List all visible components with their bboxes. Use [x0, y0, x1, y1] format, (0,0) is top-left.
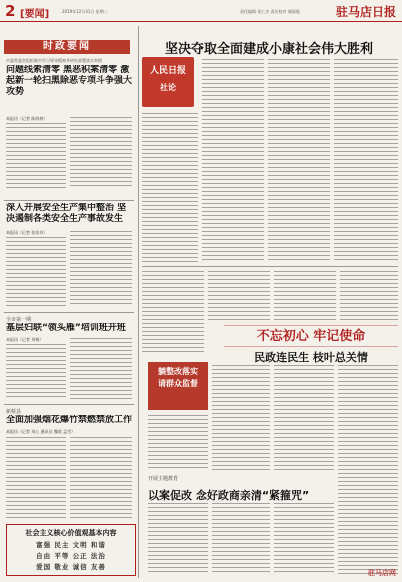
campaign-banner: 不忘初心 牢记使命 — [224, 325, 398, 347]
editorial-continued — [142, 270, 204, 352]
feature-body-4 — [338, 364, 398, 574]
core-values-row: 爱国 敬业 诚信 友善 — [36, 563, 106, 571]
column-title: 时政要闻 — [4, 40, 130, 54]
editorial-badge — [142, 57, 194, 107]
story3-headline: 基层妇联“领头雁”培训班开班 — [6, 323, 126, 333]
story4-byline: 本报讯（记者 刘心 通讯员 魏欣 孟雪） — [6, 429, 76, 434]
divider — [142, 266, 398, 267]
editorial-body — [142, 112, 198, 262]
divider — [4, 200, 134, 201]
story2-body-text-2 — [70, 230, 132, 306]
feature-body — [148, 414, 208, 470]
story3-kicker: 全市第一期 — [6, 317, 32, 323]
bottom-headline: 以案促改 念好政商亲清“紧箍咒” — [148, 489, 310, 502]
badge-line1: 人民日报 — [149, 66, 186, 76]
story2-headline: 深入开展安全生产集中整治 坚决遏制各类安全生产事故发生 — [6, 203, 127, 224]
story4-body-text-2 — [70, 436, 132, 518]
site-watermark: 驻马店网 — [368, 569, 396, 577]
editorial-body-3 — [268, 58, 330, 262]
masthead-bar — [0, 0, 402, 22]
feature-body-2 — [212, 364, 270, 470]
divider — [4, 312, 134, 313]
feature-body-3 — [274, 364, 334, 470]
page-section: [要闻] — [20, 9, 50, 20]
story2-body-text — [6, 236, 66, 306]
core-values-row: 自由 平等 公正 法治 — [36, 552, 106, 560]
editorial-body-4 — [334, 58, 398, 262]
core-values-box — [6, 524, 136, 576]
editorial-continued-2 — [208, 270, 270, 320]
story1-body-text-2 — [70, 116, 132, 188]
divider — [4, 404, 134, 405]
main-headline: 坚决夺取全面建成小康社会伟大胜利 — [164, 42, 373, 57]
story1-byline: 本报讯（记者 陈海林） — [6, 116, 48, 121]
story2-byline: 本报讯（记者 张家奇） — [6, 230, 48, 235]
story1-body-text — [6, 122, 66, 188]
story1-headline: 问题线索清零 黑恶积案清零 激起新一轮扫黑除恶专项斗争强大攻势 — [6, 65, 132, 97]
rectification-box — [148, 362, 208, 410]
bottom-body-3 — [274, 502, 334, 574]
story4-kicker: 新蔡县 — [6, 409, 22, 415]
editors-credit: 责任编辑 张仁杰 责任校对 谢淑俊 — [240, 9, 300, 14]
editorial-continued-4 — [340, 270, 398, 320]
core-values-title: 社会主义核心价值观基本内容 — [25, 529, 117, 537]
page-number: 2 — [5, 2, 16, 20]
bottom-body-2 — [212, 502, 270, 574]
rectification-line1: 躺整改落实 — [158, 367, 198, 376]
rectification-line2: 请群众监督 — [158, 379, 198, 388]
paper-logo: 驻马店日报 — [335, 5, 396, 19]
story1-kicker: 市委常委会组织集中学习领导精神并研究部署落实举措 — [6, 58, 102, 63]
badge-line2: 社论 — [160, 83, 176, 92]
bottom-kicker: 开展主题教育 — [148, 476, 179, 482]
story4-body-text — [6, 436, 66, 518]
bottom-body — [148, 502, 208, 574]
issue-date: 2019年12月31日 星期二 — [62, 9, 108, 14]
editorial-continued-3 — [274, 270, 336, 320]
story3-body-text-2 — [70, 337, 132, 399]
editorial-body-2 — [202, 58, 264, 262]
story4-headline: 全面加强烟花爆竹禁燃禁放工作 — [6, 415, 132, 425]
core-values-row: 富强 民主 文明 和谐 — [36, 541, 106, 549]
story3-body-text — [6, 343, 66, 399]
story3-byline: 本报讯（记者 刘梅） — [6, 337, 44, 342]
campaign-subheadline: 民政连民生 枝叶总关情 — [254, 351, 368, 364]
column-divider — [138, 26, 139, 578]
